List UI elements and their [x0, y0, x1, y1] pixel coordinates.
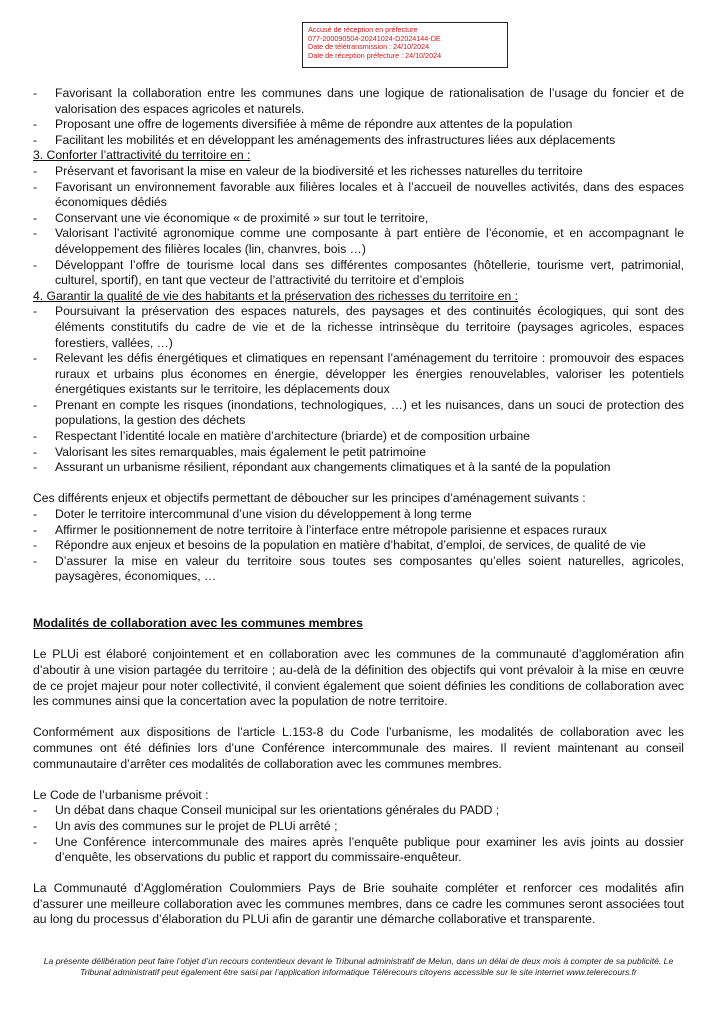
modalites-paragraph-1: Le PLUi est élaboré conjointement et en collaboration avec les communes de la communauté d’agglomération afin d’aboutir à une vision partagée du territoire ; au-delà de la définition des objectifs qui vont prévaloir à la mise en œuvre de ce projet majeur pour noter collectivité, il convient également que soient définies les conditions de collaboration avec les communes ainsi que la concertation avec la population de notre territoire. [33, 647, 684, 709]
footer-line: La présente délibération peut faire l’objet d’un recours contentieux devant le Tribunal administratif de Melun, dans un délai de deux mois à compter de sa publicité. Le [43, 956, 674, 966]
list-item: - D’assurer la mise en valeur du territoire sous toutes ses composantes qu’elles soient naturelles, agricoles, paysagères, économiques, … [33, 554, 684, 585]
list-item: - Valorisant les sites remarquables, mais également le petit patrimoine [33, 445, 684, 461]
section-3-bullet-list [33, 164, 684, 289]
list-item: - Favorisant un environnement favorable aux filières locales et à l’accueil de nouvelles activités, dans des espaces économiques dédiés [33, 180, 684, 211]
spacer [33, 476, 684, 492]
list-item: - Conservant une vie économique « de proximité » sur tout le territoire, [33, 211, 684, 227]
list-item: - Répondre aux enjeux et besoins de la population en matière d’habitat, d’emploi, de services, de qualité de vie [33, 538, 684, 554]
prefecture-receipt-stamp [302, 22, 508, 68]
list-item: - Préservant et favorisant la mise en valeur de la biodiversité et les richesses naturelles du territoire [33, 164, 684, 180]
modalites-paragraph-2: Conformément aux dispositions de l’article L.153-8 du Code l’urbanisme, les modalités de collaboration avec les communes ont été définies lors d’une Conférence intercommunale des maires. Il revient maintenant au conseil communautaire d’arrêter ces modalités de collaboration avec les communes membres. [33, 725, 684, 771]
stamp-line: Date de réception préfecture : 24/10/2024 [308, 50, 442, 60]
spacer [33, 585, 684, 601]
list-item: - Favorisant la collaboration entre les communes dans une logique de rationalisation de l’usage du foncier et de valorisation des espaces agricoles et naturels. [33, 86, 684, 117]
list-item: - Affirmer le positionnement de notre territoire à l’interface entre métropole parisienne et espaces ruraux [33, 523, 684, 539]
list-item: - Un débat dans chaque Conseil municipal sur les orientations générales du PADD ; [33, 803, 684, 819]
footer-line: Tribunal administratif peut également être saisi par l’application informatique Télérecours citoyens accessible sur le site internet www.telerecours.fr [80, 967, 637, 977]
modalites-section-title: Modalités de collaboration avec les communes membres [33, 616, 363, 631]
stamp-line: 077-200090504-20241024-D2024144-DE [308, 33, 441, 43]
list-item: - Proposant une offre de logements diversifiée à même de répondre aux attentes de la population [33, 117, 684, 133]
list-item: - Un avis des communes sur le projet de PLUi arrêté ; [33, 819, 684, 835]
list-item: - Relevant les défis énergétiques et climatiques en repensant l’aménagement du territoire : promouvoir des espaces ruraux et urbains plus économes en énergie, développer les énergies renouvelables, valoriser les potentiels énergétiques existants sur le territoire, les déplacements doux [33, 351, 684, 398]
spacer [33, 710, 684, 726]
list-item: - Assurant un urbanisme résilient, répondant aux changements climatiques et à la santé de la population [33, 460, 684, 476]
modalites-paragraph-3: La Communauté d’Agglomération Coulommiers Pays de Brie souhaite compléter et renforcer ces modalités afin d’assurer une meilleure collaboration avec les communes membres, dans ce cadre les communes seront associées tout au long du processus d’élaboration du PLUi afin de garantir une démarche collaborative et transparente. [33, 881, 684, 927]
code-urbanisme-intro: Le Code de l’urbanisme prévoit : [33, 787, 209, 802]
intro-bullet-list [33, 86, 684, 148]
code-urbanisme-bullet-list [33, 803, 684, 865]
list-item: - Valorisant l’activité agronomique comme une composante à part entière de l’économie, et en accompagnant le développement des filières locales (lin, chanvres, bois …) [33, 226, 684, 257]
spacer [33, 866, 684, 882]
list-item: - Développant l’offre de tourisme local dans ses différentes composantes (hôtellerie, tourisme vert, patrimonial, culturel, sportif), en tant que vecteur de l’attractivité du territoire et d’emplois [33, 258, 684, 289]
legal-footer [33, 956, 684, 978]
spacer [33, 772, 684, 788]
stamp-line: Date de télétransmission : 24/10/2024 [308, 42, 430, 52]
section-3-heading: 3. Conforter l’attractivité du territoire en : [33, 148, 251, 163]
stamp-line: Accusé de réception en préfecture [308, 25, 418, 34]
spacer [33, 601, 684, 617]
spacer [33, 632, 684, 648]
list-item: - Poursuivant la préservation des espaces naturels, des paysages et des continuités écologiques, qui sont des éléments constitutifs du cadre de vie et de la richesse intrinsèque du territoire (paysages agricoles, espaces forestiers, vallées, …) [33, 304, 684, 351]
principles-intro: Ces différents enjeux et objectifs permettant de déboucher sur les principes d’aménagement suivants : [33, 491, 586, 506]
list-item: - Doter le territoire intercommunal d’une vision du développement à long terme [33, 507, 684, 523]
principles-bullet-list [33, 507, 684, 585]
list-item: - Une Conférence intercommunale des maires après l’enquête publique pour examiner les avis joints au dossier d’enquête, les observations du public et rapport du commissaire-enquêteur. [33, 835, 684, 866]
list-item: - Respectant l’identité locale en matière d’architecture (briarde) et de composition urbaine [33, 429, 684, 445]
list-item: - Facilitant les mobilités et en développant les aménagements des infrastructures liées aux déplacements [33, 133, 684, 149]
list-item: - Prenant en compte les risques (inondations, technologiques, …) et les nuisances, dans un souci de protection des populations, la gestion des déchets [33, 398, 684, 429]
section-4-heading: 4. Garantir la qualité de vie des habitants et la préservation des richesses du territoire en : [33, 288, 519, 303]
section-4-bullet-list [33, 304, 684, 476]
document-body [33, 86, 684, 928]
